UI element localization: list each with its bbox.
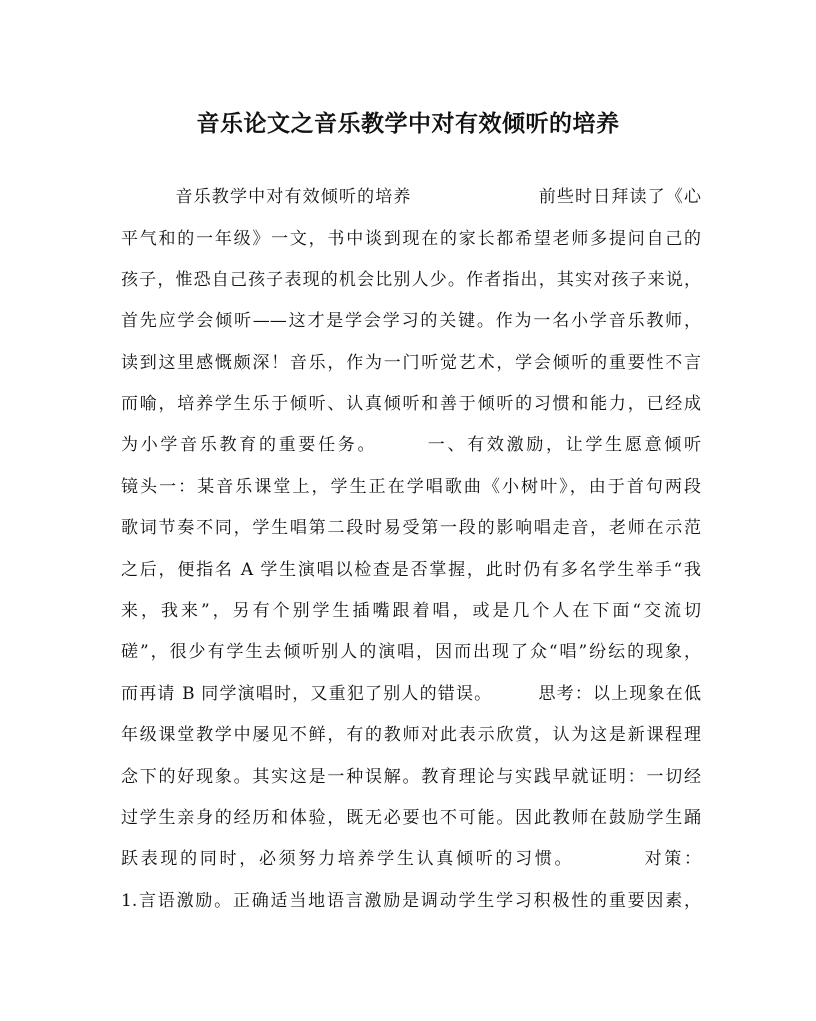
body-line: 磋”，很少有学生去倾听别人的演唱，因而出现了众“唱”纷纭的现象， (121, 642, 701, 662)
body-line: 首先应学会倾听——这才是学会学习的关键。作为一名小学音乐教师， (121, 311, 701, 331)
body-line: 之后，便指名 A 学生演唱以检查是否掌握，此时仍有多名学生举手“我 (121, 560, 701, 580)
body-line: 年级课堂教学中屡见不鲜，有的教师对此表示欣赏，认为这是新课程理 (121, 725, 701, 745)
body-line: 1.言语激励。正确适当地语言激励是调动学生学习积极性的重要因素， (121, 891, 701, 911)
body-line: 念下的好现象。其实这是一种误解。教育理论与实践早就证明：一切经 (121, 767, 701, 787)
body-line: 孩子，惟恐自己孩子表现的机会比别人少。作者指出，其实对孩子来说， (121, 270, 701, 290)
body-line: 平气和的一年级》一文，书中谈到现在的家长都希望老师多提问自己的 (121, 229, 701, 249)
body-line: 而喻，培养学生乐于倾听、认真倾听和善于倾听的习惯和能力，已经成 (121, 394, 701, 414)
body-line: 而再请 B 同学演唱时，又重犯了别人的错误。 思考：以上现象在低 (121, 684, 701, 704)
body-line: 来，我来”，另有个别学生插嘴跟着唱，或是几个人在下面“交流切 (121, 601, 701, 621)
body-line: 读到这里感慨颇深！音乐，作为一门听觉艺术，学会倾听的重要性不言 (121, 353, 701, 373)
body-line: 为小学音乐教育的重要任务。 一、有效激励，让学生愿意倾听 (121, 435, 701, 455)
document-title: 音乐论文之音乐教学中对有效倾听的培养 (196, 110, 620, 137)
body-line: 过学生亲身的经历和体验，既无必要也不可能。因此教师在鼓励学生踊 (121, 808, 701, 828)
body-line: 歌词节奏不同，学生唱第二段时易受第一段的影响唱走音，老师在示范 (121, 518, 701, 538)
body-line: 镜头一：某音乐课堂上，学生正在学唱歌曲《小树叶》，由于首句两段 (121, 477, 701, 497)
body-line: 跃表现的同时，必须努力培养学生认真倾听的习惯。 对策： (121, 849, 701, 869)
body-line: 音乐教学中对有效倾听的培养 前些时日拜读了《心 (121, 187, 701, 207)
